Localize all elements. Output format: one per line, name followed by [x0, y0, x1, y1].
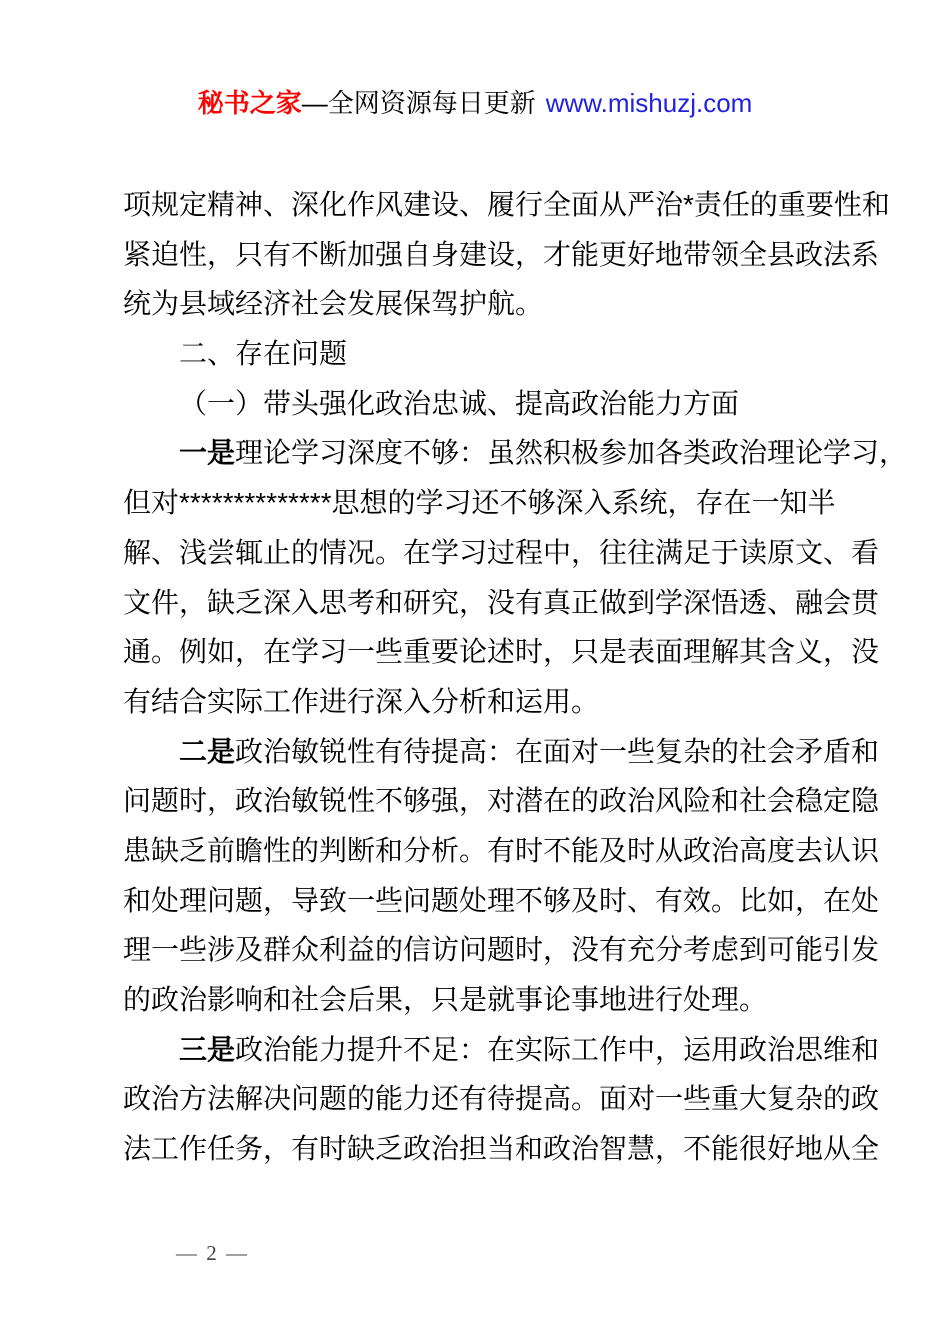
line-text: 理一些涉及群众利益的信访问题时，没有充分考虑到可能引发	[123, 934, 880, 966]
paragraph-point-2	[123, 727, 880, 1025]
text-line	[123, 1074, 880, 1124]
text-line	[123, 776, 880, 826]
text-line	[123, 528, 880, 578]
text-line	[123, 1124, 880, 1174]
line-text: 紧迫性，只有不断加强自身建设，才能更好地带领全县政法系	[123, 238, 880, 270]
text-line	[123, 876, 880, 926]
line-text: 法工作任务，有时缺乏政治担当和政治智慧，不能很好地从全	[123, 1133, 880, 1165]
line-text: 政治敏锐性有待提高：在面对一些复杂的社会矛盾和	[235, 735, 880, 767]
line-text: 通。例如，在学习一些重要论述时，只是表面理解其含义，没	[123, 636, 880, 668]
text-line	[123, 578, 880, 628]
text-line	[123, 478, 863, 528]
paragraph-point-3	[123, 1025, 880, 1174]
site-url: www.mishuzj.com	[545, 88, 753, 118]
text-line	[123, 727, 880, 777]
bold-lead: 三是	[179, 1033, 236, 1065]
line-text: 解、浅尝辄止的情况。在学习过程中，往往满足于读原文、看	[123, 536, 880, 568]
bold-lead: 一是	[179, 437, 236, 469]
site-brand: 秘书之家	[197, 88, 302, 118]
line-text: 有结合实际工作进行深入分析和运用。	[123, 685, 600, 717]
section-heading	[123, 329, 863, 379]
paragraph-point-1	[123, 428, 908, 726]
line-text: （一）带头强化政治忠诚、提高政治能力方面	[179, 387, 740, 419]
text-line	[123, 379, 863, 429]
line-text: 二、存在问题	[179, 338, 348, 370]
subsection-heading	[123, 379, 863, 429]
text-line	[123, 677, 863, 727]
text-line	[123, 230, 880, 280]
text-line	[123, 180, 890, 230]
page-header	[0, 86, 950, 120]
text-line	[123, 925, 880, 975]
text-line	[123, 975, 863, 1025]
brand-separator: —	[301, 88, 328, 118]
line-text: 问题时，政治敏锐性不够强，对潜在的政治风险和社会稳定隐	[123, 785, 880, 817]
text-line	[123, 428, 908, 478]
page-number: — 2 —	[176, 1241, 249, 1265]
text-line	[123, 279, 863, 329]
line-text: 统为县域经济社会发展保驾护航。	[123, 288, 544, 320]
text-line	[123, 329, 863, 379]
text-line	[123, 1025, 880, 1075]
bold-lead: 二是	[179, 735, 236, 767]
line-text: 项规定精神、深化作风建设、履行全面从严治*责任的重要性和	[123, 189, 890, 220]
document-body	[123, 180, 908, 1174]
line-text: 理论学习深度不够：虽然积极参加各类政治理论学习，	[235, 437, 908, 469]
text-line	[123, 627, 880, 677]
text-line	[123, 826, 880, 876]
line-text: 政治方法解决问题的能力还有待提高。面对一些重大复杂的政	[123, 1083, 880, 1115]
site-tagline: 全网资源每日更新	[327, 88, 536, 118]
paragraph-continuation	[123, 180, 890, 329]
line-text: 的政治影响和社会后果，只是就事论事地进行处理。	[123, 984, 768, 1015]
line-text: 政治能力提升不足：在实际工作中，运用政治思维和	[235, 1033, 880, 1065]
line-text: 患缺乏前瞻性的判断和分析。有时不能及时从政治高度去认识	[123, 834, 880, 866]
line-text: 文件，缺乏深入思考和研究，没有真正做到学深悟透、融会贯	[123, 586, 880, 618]
line-text: 和处理问题，导致一些问题处理不够及时、有效。比如，在处	[123, 884, 880, 916]
page-footer	[176, 1241, 249, 1266]
line-text: 但对**************思想的学习还不够深入系统，存在一知半	[123, 487, 836, 519]
